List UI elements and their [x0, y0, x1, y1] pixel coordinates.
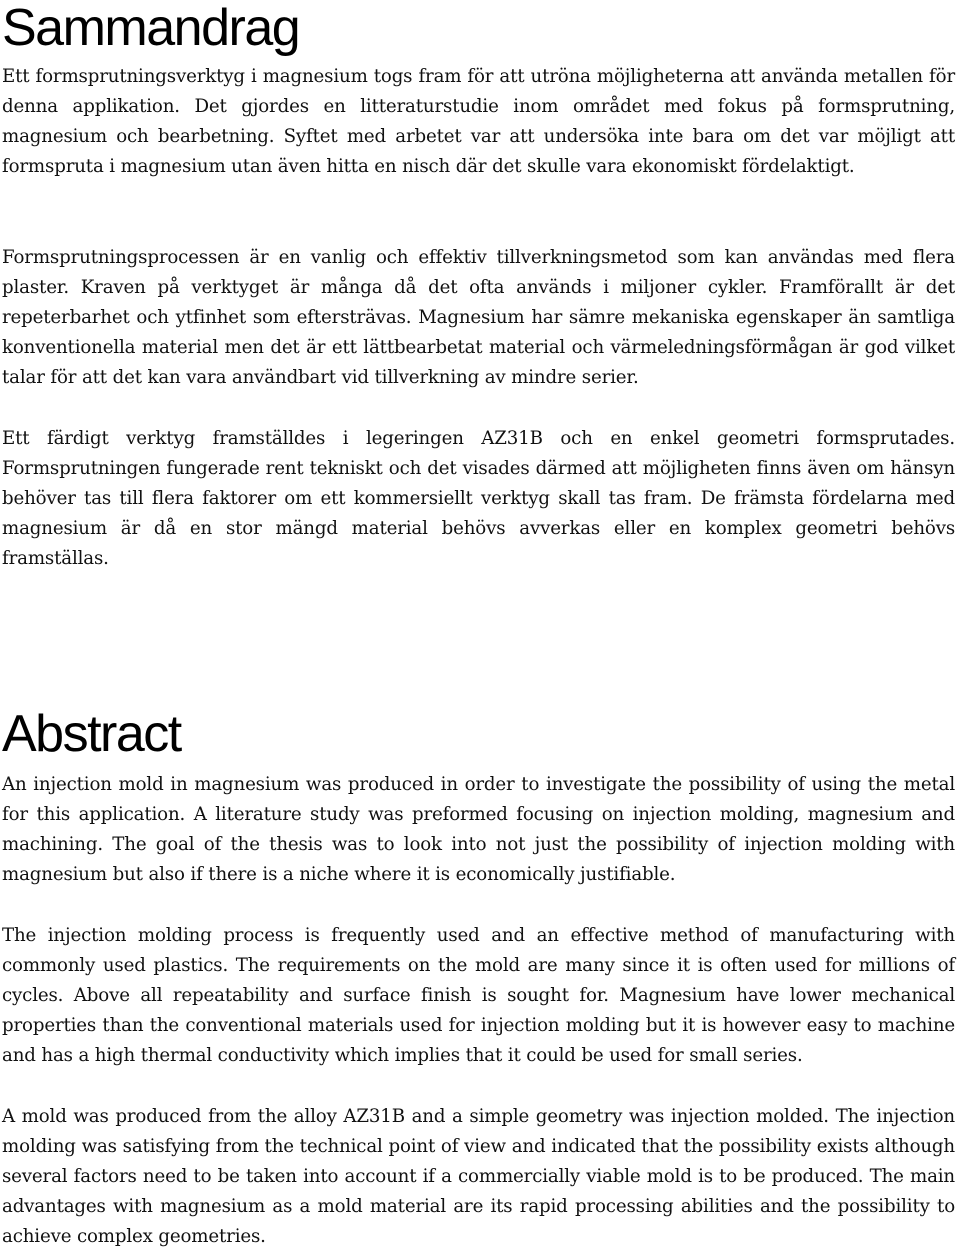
sammandrag-paragraph-2: Formsprutningsprocessen är en vanlig och effektiv tillverkningsmetod som kan användas med flera plaster. Kraven på verktyget är många då det ofta används i miljoner cykler. Framförallt är det repeterbarhet och ytfinhet som eftersträvas. Magnesium har sämre mekaniska egenskaper än samtliga konventionella material men det är ett lättbearbetat material och värmeledningsförmågan är god vilket talar för att det kan vara användbart vid tillverkning av mindre serier. — [2, 247, 955, 389]
abstract-heading: Abstract — [2, 705, 181, 763]
sammandrag-paragraph-1: Ett formsprutningsverktyg i magnesium togs fram för att utröna möjligheterna att använda metallen för denna applikation. Det gjordes en litteraturstudie inom området med fokus på formsprutning, magnesium och bearbetning. Syftet med arbetet var att undersöka inte bara om det var möjligt att formspruta i magnesium utan även hitta en nisch där det skulle vara ekonomiskt fördelaktigt. — [2, 66, 955, 178]
abstract-paragraph-2: The injection molding process is frequently used and an effective method of manufacturing with commonly used plastics. The requirements on the mold are many since it is often used for millions of cycles. Above all repeatability and surface finish is sought for. Magnesium have lower mechanical properties than the conventional materials used for injection molding but it is however easy to machine and has a high thermal conductivity which implies that it could be used for small series. — [2, 925, 955, 1067]
abstract-paragraph-3: A mold was produced from the alloy AZ31B and a simple geometry was injection molded. The injection molding was satisfying from the technical point of view and indicated that the possibility exists although several factors need to be taken into account if a commercially viable mold is to be produced. The main advantages with magnesium as a mold material are its rapid processing abilities and the possibility to achieve complex geometries. — [2, 1106, 955, 1248]
sammandrag-heading: Sammandrag — [2, 0, 300, 57]
abstract-paragraph-1: An injection mold in magnesium was produced in order to investigate the possibility of using the metal for this application. A literature study was preformed focusing on injection molding, magnesium and machining. The goal of the thesis was to look into not just the possibility of injection molding with magnesium but also if there is a niche where it is economically justifiable. — [2, 774, 955, 886]
sammandrag-paragraph-3: Ett färdigt verktyg framställdes i legeringen AZ31B och en enkel geometri formsprutades. Formsprutningen fungerade rent tekniskt och det visades därmed att möjligheten finns även om hänsyn behöver tas till flera faktorer om ett kommersiellt verktyg skall tas fram. De främsta fördelarna med magnesium är då en stor mängd material behövs avverkas eller en komplex geometri behövs framställas. — [2, 428, 955, 570]
